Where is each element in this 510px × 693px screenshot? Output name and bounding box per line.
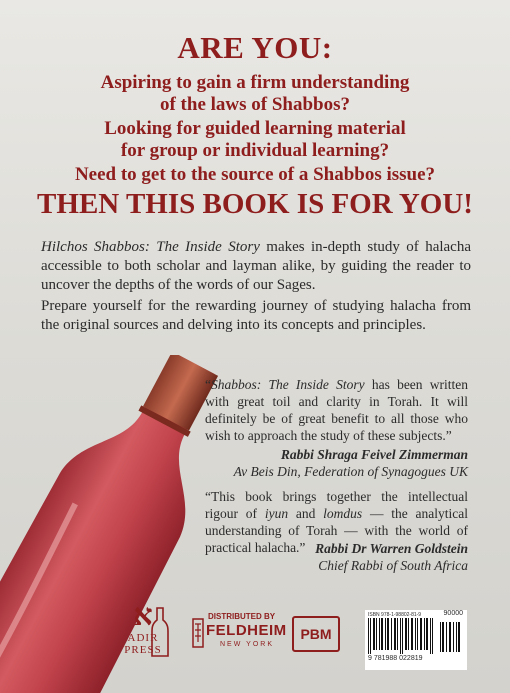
adir-press-logo: א ADIR PRESS xyxy=(124,598,162,656)
endorser-title: Chief Rabbi of South Africa xyxy=(318,558,468,573)
pbm-logo: PBM xyxy=(292,616,340,652)
quote-book-title: Shabbos: The Inside Story xyxy=(211,377,365,392)
endorsement-attribution-1 xyxy=(234,446,468,480)
question-1: Aspiring to gain a firm understanding of the laws of Shabbos? xyxy=(100,72,410,115)
isbn-barcode: ISBN 978-1-98802-81-9 9 781988 022819 90000 xyxy=(365,610,467,670)
endorser-title: Av Beis Din, Federation of Synagogues UK xyxy=(233,464,468,479)
tagline: THEN THIS BOOK IS FOR YOU! xyxy=(37,188,473,220)
endorser-name: Rabbi Shraga Feivel Zimmerman xyxy=(280,447,468,462)
journey-paragraph: Prepare yourself for the rewarding journey of studying halacha from the original sources and delving into its concepts and principles. xyxy=(41,298,471,333)
question-2: Looking for guided learning material for group or individual learning? xyxy=(104,118,406,161)
barcode-addon: 90000 xyxy=(443,610,463,617)
adir-bottle-icon xyxy=(150,606,170,658)
question-3: Need to get to the source of a Shabbos issue? xyxy=(74,164,436,185)
endorser-name: Rabbi Dr Warren Goldstein xyxy=(315,541,468,556)
book-title: Hilchos Shabbos: The Inside Story xyxy=(41,239,260,255)
endorsement-attribution-2 xyxy=(315,540,468,574)
description-paragraph: Hilchos Shabbos: The Inside Story makes in-depth study of halacha accessible to both scholar and layman alike, by guiding the reader to uncover the depths of the words of our Sages. xyxy=(41,239,471,293)
barcode-bars xyxy=(368,618,464,654)
heading: ARE YOU: xyxy=(177,30,333,65)
endorsement-quote-1: “Shabbos: The Inside Story has been written with great toil and clarity in Torah. It will definitely be of great benefit to all those who wish to approach the study of these subjects.” xyxy=(205,377,468,443)
feldheim-emblem-icon xyxy=(192,618,204,648)
feldheim-logo: DISTRIBUTED BY FELDHEIM NEW YORK xyxy=(192,612,282,664)
barcode-number: 9 781988 022819 xyxy=(368,655,423,662)
endorsement-quote-2: “This book brings together the intellectual rigour of iyun and lomdus — the analytical understanding of Torah — with the world of practical halacha.” xyxy=(205,489,468,555)
